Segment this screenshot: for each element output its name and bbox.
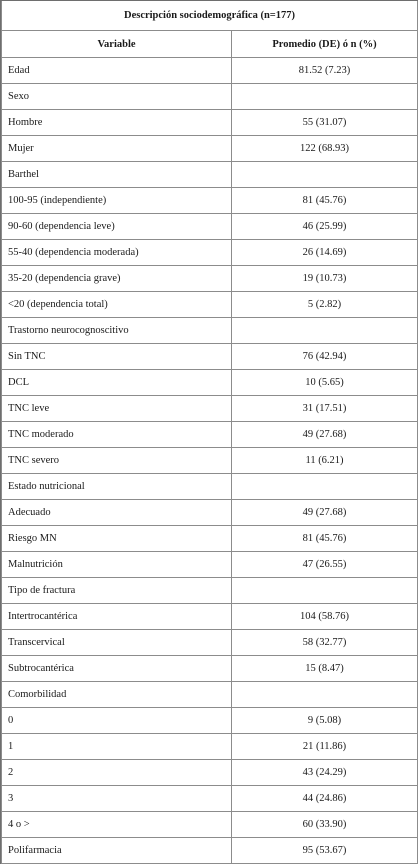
row-value: 9 (5.08) [232, 708, 418, 734]
sociodemographic-table [1, 1, 418, 864]
row-value: 49 (27.68) [232, 422, 418, 448]
table-row [2, 240, 418, 266]
row-label: Hombre [2, 110, 232, 136]
row-label: 55-40 (dependencia moderada) [2, 240, 232, 266]
row-value: 19 (10.73) [232, 266, 418, 292]
row-value: 49 (27.68) [232, 500, 418, 526]
table-row [2, 162, 418, 188]
table-row [2, 318, 418, 344]
column-header-value: Promedio (DE) ó n (%) [232, 31, 418, 58]
row-value [232, 84, 418, 110]
table-row [2, 734, 418, 760]
row-label: Riesgo MN [2, 526, 232, 552]
column-header-variable: Variable [2, 31, 232, 58]
row-label: Estado nutricional [2, 474, 232, 500]
row-value: 81.52 (7.23) [232, 58, 418, 84]
table-title: Descripción sociodemográfica (n=177) [2, 1, 418, 31]
table-row [2, 630, 418, 656]
table-row [2, 344, 418, 370]
row-value: 60 (33.90) [232, 812, 418, 838]
row-value: 46 (25.99) [232, 214, 418, 240]
row-label: 100-95 (independiente) [2, 188, 232, 214]
row-label: Malnutrición [2, 552, 232, 578]
row-label: TNC leve [2, 396, 232, 422]
table-row [2, 656, 418, 682]
table-row [2, 136, 418, 162]
table-row [2, 110, 418, 136]
table-row [2, 188, 418, 214]
row-value: 58 (32.77) [232, 630, 418, 656]
row-label: 0 [2, 708, 232, 734]
row-value: 11 (6.21) [232, 448, 418, 474]
row-value: 26 (14.69) [232, 240, 418, 266]
table-row [2, 786, 418, 812]
table-row [2, 838, 418, 864]
row-label: TNC severo [2, 448, 232, 474]
row-value: 44 (24.86) [232, 786, 418, 812]
row-value: 21 (11.86) [232, 734, 418, 760]
row-value: 55 (31.07) [232, 110, 418, 136]
row-label: Transcervical [2, 630, 232, 656]
row-value: 81 (45.76) [232, 188, 418, 214]
table-row [2, 552, 418, 578]
row-label: 90-60 (dependencia leve) [2, 214, 232, 240]
row-label: DCL [2, 370, 232, 396]
table-body [2, 58, 418, 864]
row-label: Tipo de fractura [2, 578, 232, 604]
table-row [2, 422, 418, 448]
row-label: Barthel [2, 162, 232, 188]
table-row [2, 500, 418, 526]
row-label: <20 (dependencia total) [2, 292, 232, 318]
table-row [2, 448, 418, 474]
row-label: Subtrocantérica [2, 656, 232, 682]
row-value: 95 (53.67) [232, 838, 418, 864]
table-row [2, 812, 418, 838]
row-label: Edad [2, 58, 232, 84]
row-value: 5 (2.82) [232, 292, 418, 318]
row-value: 122 (68.93) [232, 136, 418, 162]
row-value: 76 (42.94) [232, 344, 418, 370]
row-value [232, 162, 418, 188]
row-value [232, 474, 418, 500]
table-row [2, 84, 418, 110]
table-row [2, 526, 418, 552]
row-value: 43 (24.29) [232, 760, 418, 786]
row-value: 104 (58.76) [232, 604, 418, 630]
row-value: 47 (26.55) [232, 552, 418, 578]
table-row [2, 682, 418, 708]
row-label: TNC moderado [2, 422, 232, 448]
table-row [2, 708, 418, 734]
row-label: Adecuado [2, 500, 232, 526]
table-row [2, 292, 418, 318]
table-row [2, 760, 418, 786]
row-value: 31 (17.51) [232, 396, 418, 422]
row-value: 15 (8.47) [232, 656, 418, 682]
row-label: 2 [2, 760, 232, 786]
row-value: 10 (5.65) [232, 370, 418, 396]
row-label: Sexo [2, 84, 232, 110]
row-label: 1 [2, 734, 232, 760]
table-row [2, 396, 418, 422]
row-value [232, 578, 418, 604]
row-label: Trastorno neurocognoscitivo [2, 318, 232, 344]
table-row [2, 578, 418, 604]
row-label: Polifarmacia [2, 838, 232, 864]
table-row [2, 214, 418, 240]
table-row [2, 266, 418, 292]
row-label: 35-20 (dependencia grave) [2, 266, 232, 292]
row-label: Sin TNC [2, 344, 232, 370]
row-label: Comorbilidad [2, 682, 232, 708]
row-label: Intertrocantérica [2, 604, 232, 630]
table-row [2, 370, 418, 396]
table-row [2, 604, 418, 630]
row-value [232, 682, 418, 708]
row-label: Mujer [2, 136, 232, 162]
row-value: 81 (45.76) [232, 526, 418, 552]
row-label: 4 o > [2, 812, 232, 838]
table-row [2, 58, 418, 84]
row-label: 3 [2, 786, 232, 812]
table-row [2, 474, 418, 500]
row-value [232, 318, 418, 344]
